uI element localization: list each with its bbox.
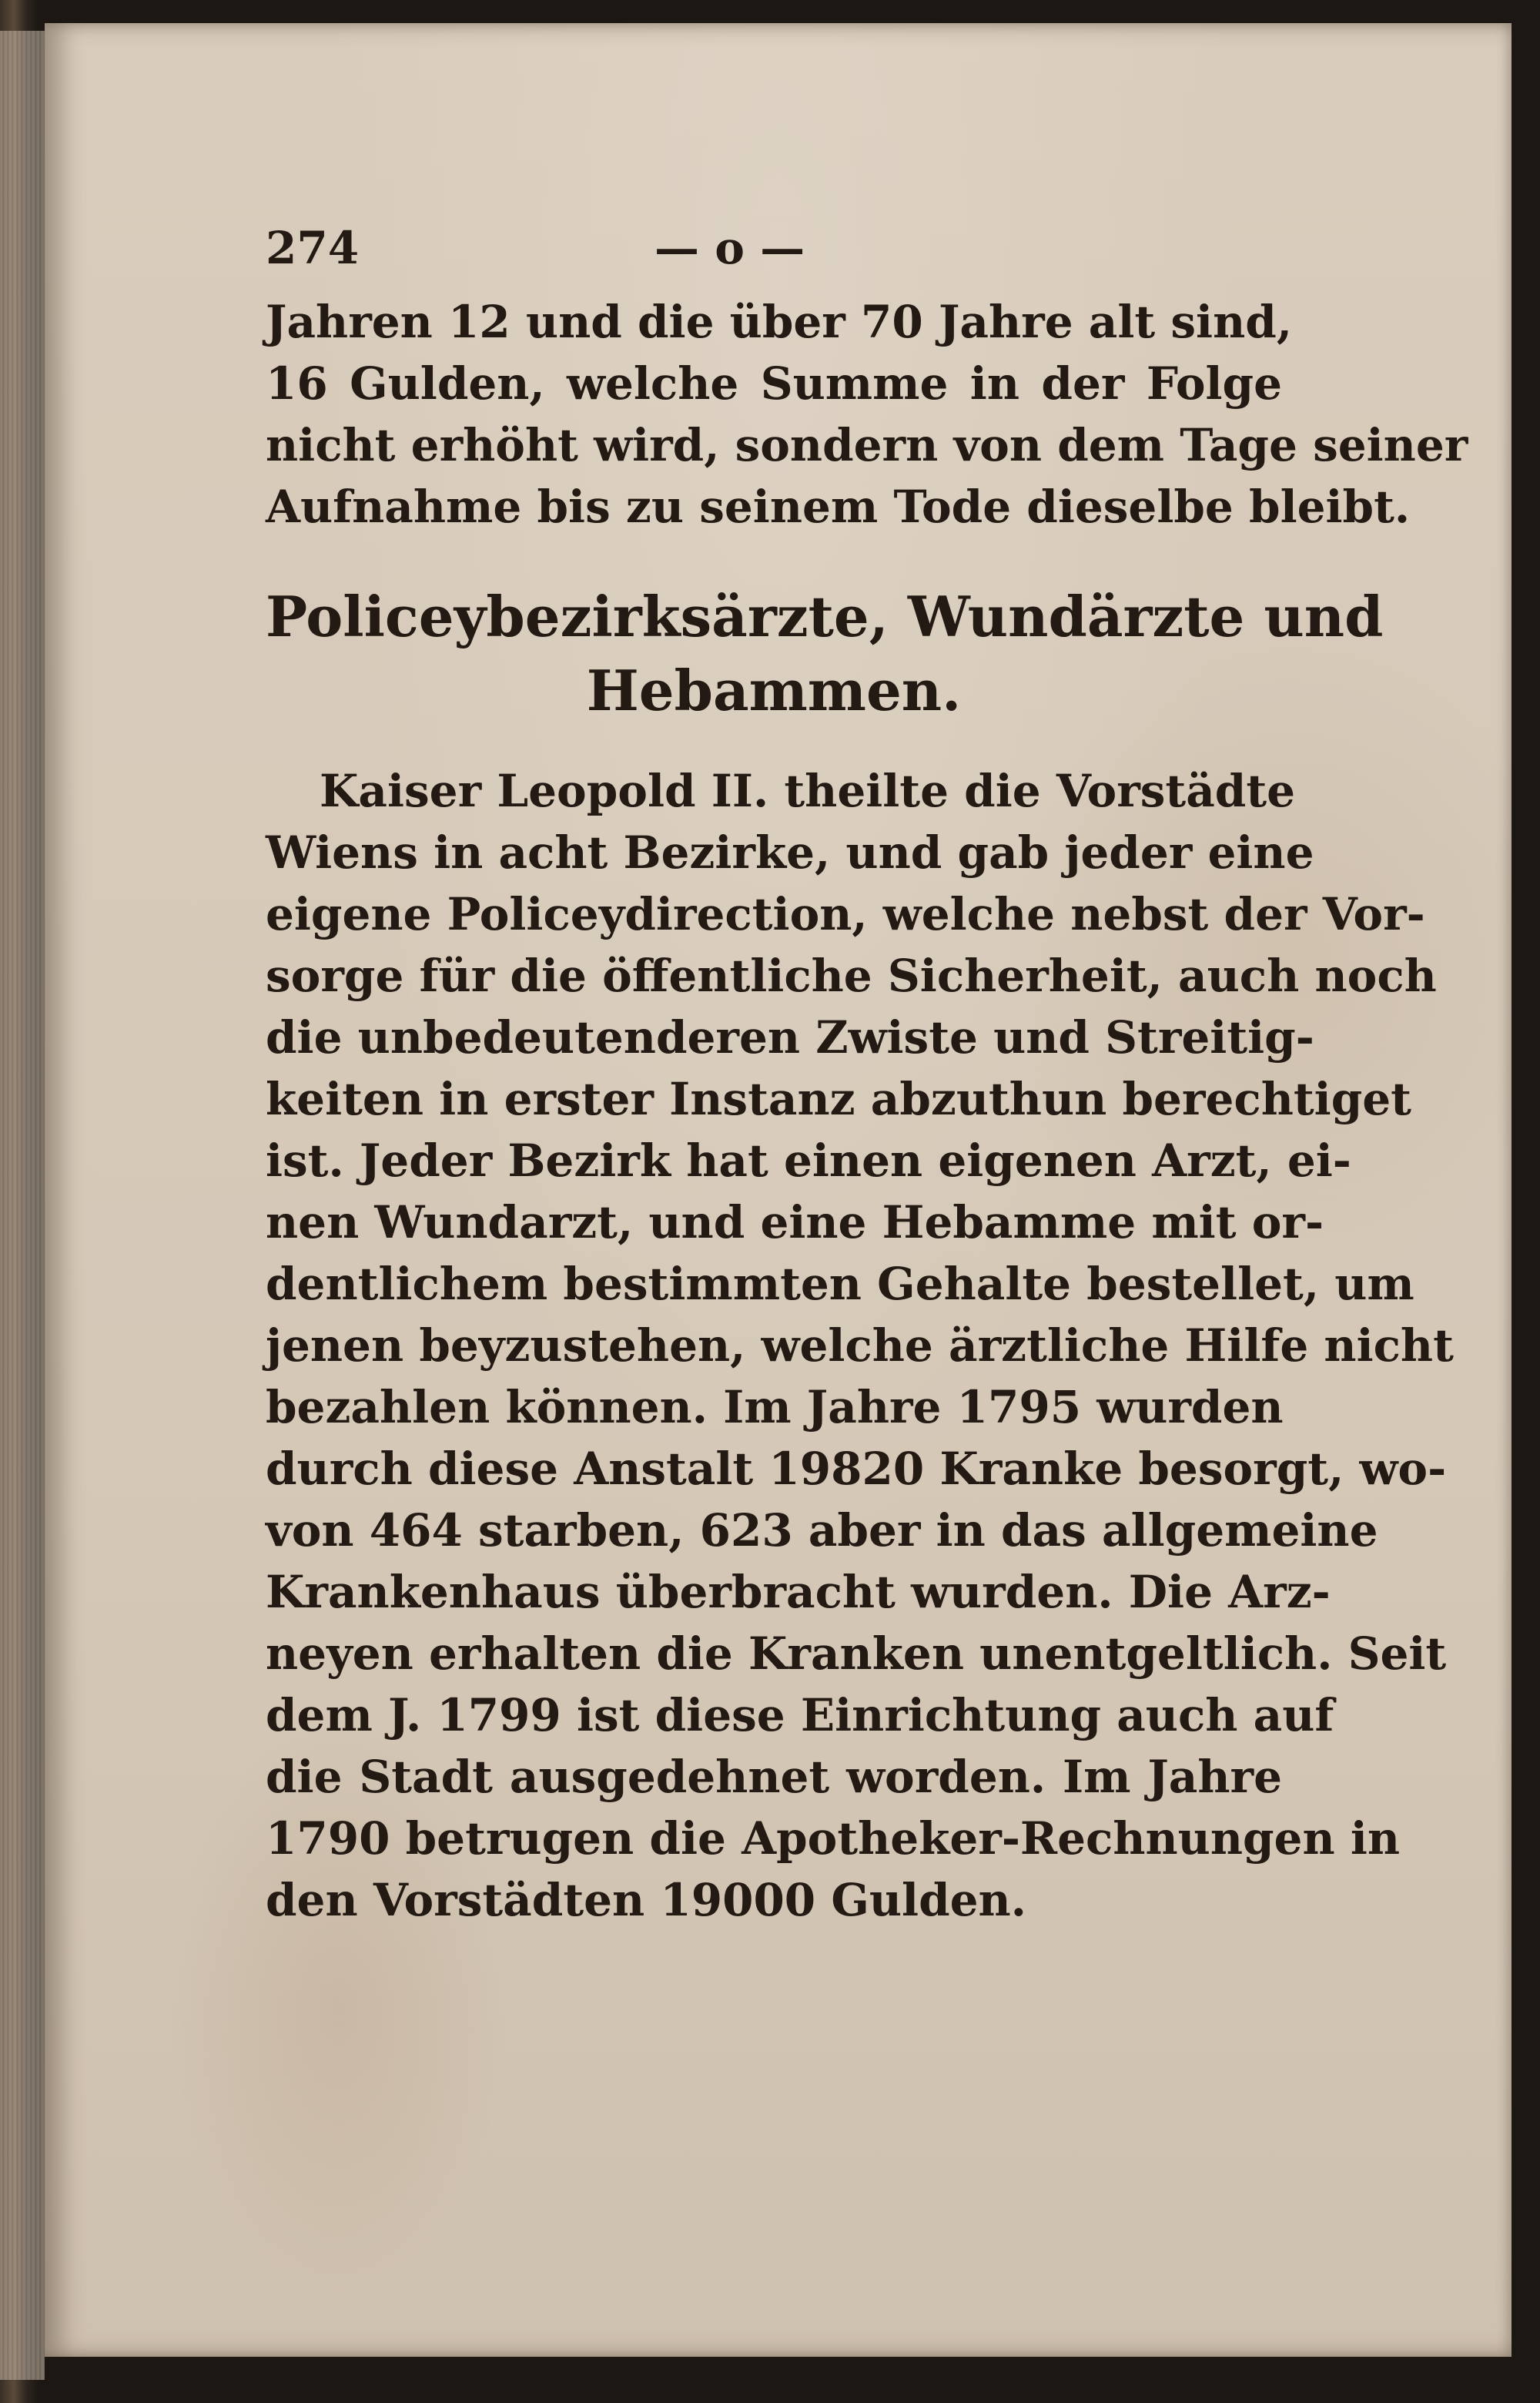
text-line: Wiens in acht Bezirke, und gab jeder eine bbox=[266, 826, 1314, 879]
text-line: den Vorstädten 19000 Gulden. bbox=[266, 1874, 1026, 1926]
running-head: — o — bbox=[654, 222, 805, 274]
page-header bbox=[266, 222, 1282, 291]
heading-line: Policeybezirksärzte, Wundärzte und bbox=[266, 584, 1384, 649]
text-line: 1790 betrugen die Apotheker-Rechnungen in bbox=[266, 1812, 1401, 1865]
text-line: Krankenhaus überbracht wurden. Die Arz- bbox=[266, 1566, 1331, 1618]
text-line: keiten in erster Instanz abzuthun berechtiget bbox=[266, 1073, 1411, 1125]
text-line: nicht erhöht wird, sondern von dem Tage seiner bbox=[266, 419, 1468, 471]
text-line: die Stadt ausgedehnet worden. Im Jahre bbox=[266, 1751, 1282, 1803]
text-line: 16 Gulden, welche Summe in der Folge bbox=[266, 357, 1282, 410]
text-line: neyen erhalten die Kranken unentgeltlich. Seit bbox=[266, 1627, 1447, 1680]
text-line: dentlichem bestimmten Gehalte bestellet, um bbox=[266, 1258, 1414, 1310]
body-paragraph bbox=[266, 760, 1454, 1931]
text-line: dem J. 1799 ist diese Einrichtung auch auf bbox=[266, 1689, 1334, 1741]
text-line: durch diese Anstalt 19820 Kranke besorgt, wo- bbox=[266, 1443, 1447, 1495]
heading-line: Hebammen. bbox=[586, 658, 962, 723]
text-line: sorge für die öffentliche Sicherheit, auch noch bbox=[266, 950, 1437, 1002]
page-edges bbox=[0, 31, 45, 2380]
text-line: Jahren 12 und die über 70 Jahre alt sind, bbox=[266, 296, 1293, 348]
text-line: eigene Policeydirection, welche nebst der Vor- bbox=[266, 888, 1425, 940]
text-line: ist. Jeder Bezirk hat einen eigenen Arzt, ei- bbox=[266, 1134, 1351, 1187]
text-line: jenen beyzustehen, welche ärztliche Hilfe nicht bbox=[266, 1319, 1454, 1372]
text-block bbox=[266, 222, 1468, 1931]
text-line: bezahlen können. Im Jahre 1795 wurden bbox=[266, 1381, 1284, 1433]
text-line: nen Wundarzt, und eine Hebamme mit or- bbox=[266, 1196, 1324, 1248]
section-heading bbox=[266, 580, 1384, 728]
text-line: die unbedeutenderen Zwiste und Streitig- bbox=[266, 1011, 1314, 1064]
top-paragraph bbox=[266, 291, 1468, 538]
book-page bbox=[45, 23, 1512, 2357]
text-line: von 464 starben, 623 aber in das allgemeine bbox=[266, 1504, 1378, 1557]
text-line: Aufnahme bis zu seinem Tode dieselbe bleibt. bbox=[266, 481, 1411, 533]
text-line: Kaiser Leopold II. theilte die Vorstädte bbox=[320, 765, 1296, 817]
page-number: 274 bbox=[266, 222, 360, 274]
